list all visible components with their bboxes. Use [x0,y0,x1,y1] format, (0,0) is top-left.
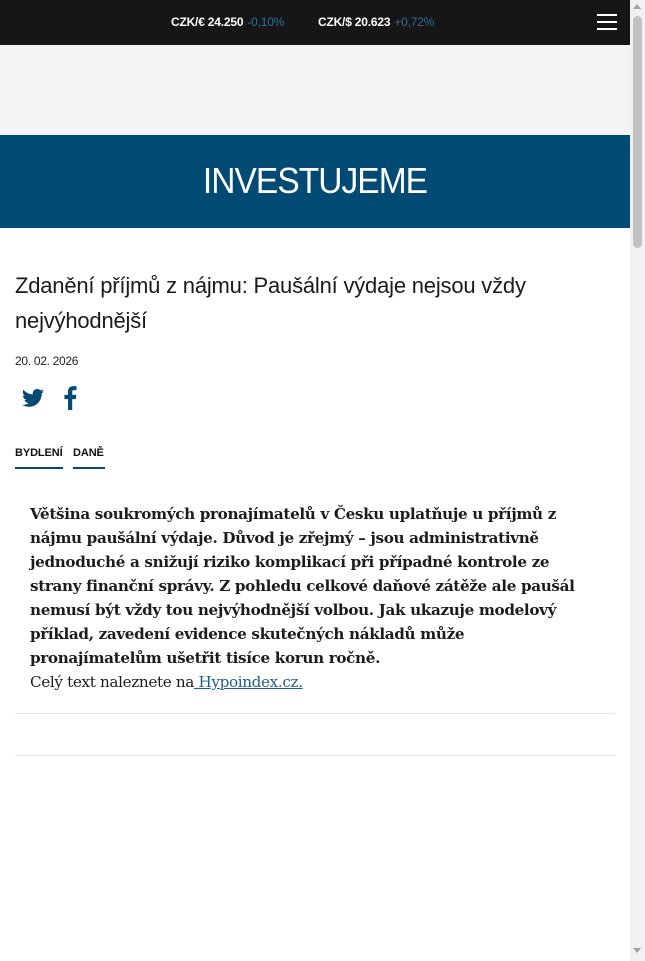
twitter-icon[interactable] [21,386,45,412]
brand-logo[interactable]: INVESTUJEME [202,160,428,201]
ticker-usd [318,15,434,29]
divider [15,755,615,756]
hamburger-menu-icon[interactable] [597,13,617,31]
scrollbar-thumb[interactable] [633,16,642,248]
source-prefix: Celý text naleznete na [30,673,194,691]
facebook-icon[interactable] [63,386,77,412]
ticker-usd-label: CZK/$ 20.623 [318,15,391,29]
ticker-eur-label: CZK/€ 24.250 [171,15,244,29]
ticker-usd-change: +0,72% [394,15,435,29]
vertical-scrollbar[interactable] [630,0,645,961]
ad-space [0,45,630,135]
currency-ticker-bar [0,0,630,45]
tag-bydleni[interactable]: BYDLENÍ [15,447,63,469]
divider [15,713,615,714]
article-source [30,670,303,694]
scroll-down-arrow-icon[interactable] [633,948,641,953]
article-title: Zdanění příjmů z nájmu: Paušální výdaje nejsou vždy nejvýhodnější [15,273,526,333]
article-date: 20. 02. 2026 [15,354,79,368]
source-link[interactable]: Hypoindex.cz. [193,673,303,691]
article-perex: Většina soukromých pronajímatelů v Česku uplatňuje u příjmů z nájmu paušální výdaje. Důvod je zřejmý – jsou administrativně jednoduché a snižují riziko komplikací při případné kontrole ze strany finanční správy. Z pohledu celkové daňové zátěže ale paušál nemusí být vždy tou nejvýhodnější volbou. Jak ukazuje modelový příklad, zavedení evidence skutečných nákladů může pronajímatelům ušetřit tisíce korun ročně. [30,505,575,667]
ticker-eur [171,15,284,29]
scroll-up-arrow-icon[interactable] [633,4,641,9]
ticker-eur-change: -0,10% [247,15,285,29]
tag-dane[interactable]: DANĚ [73,447,105,469]
